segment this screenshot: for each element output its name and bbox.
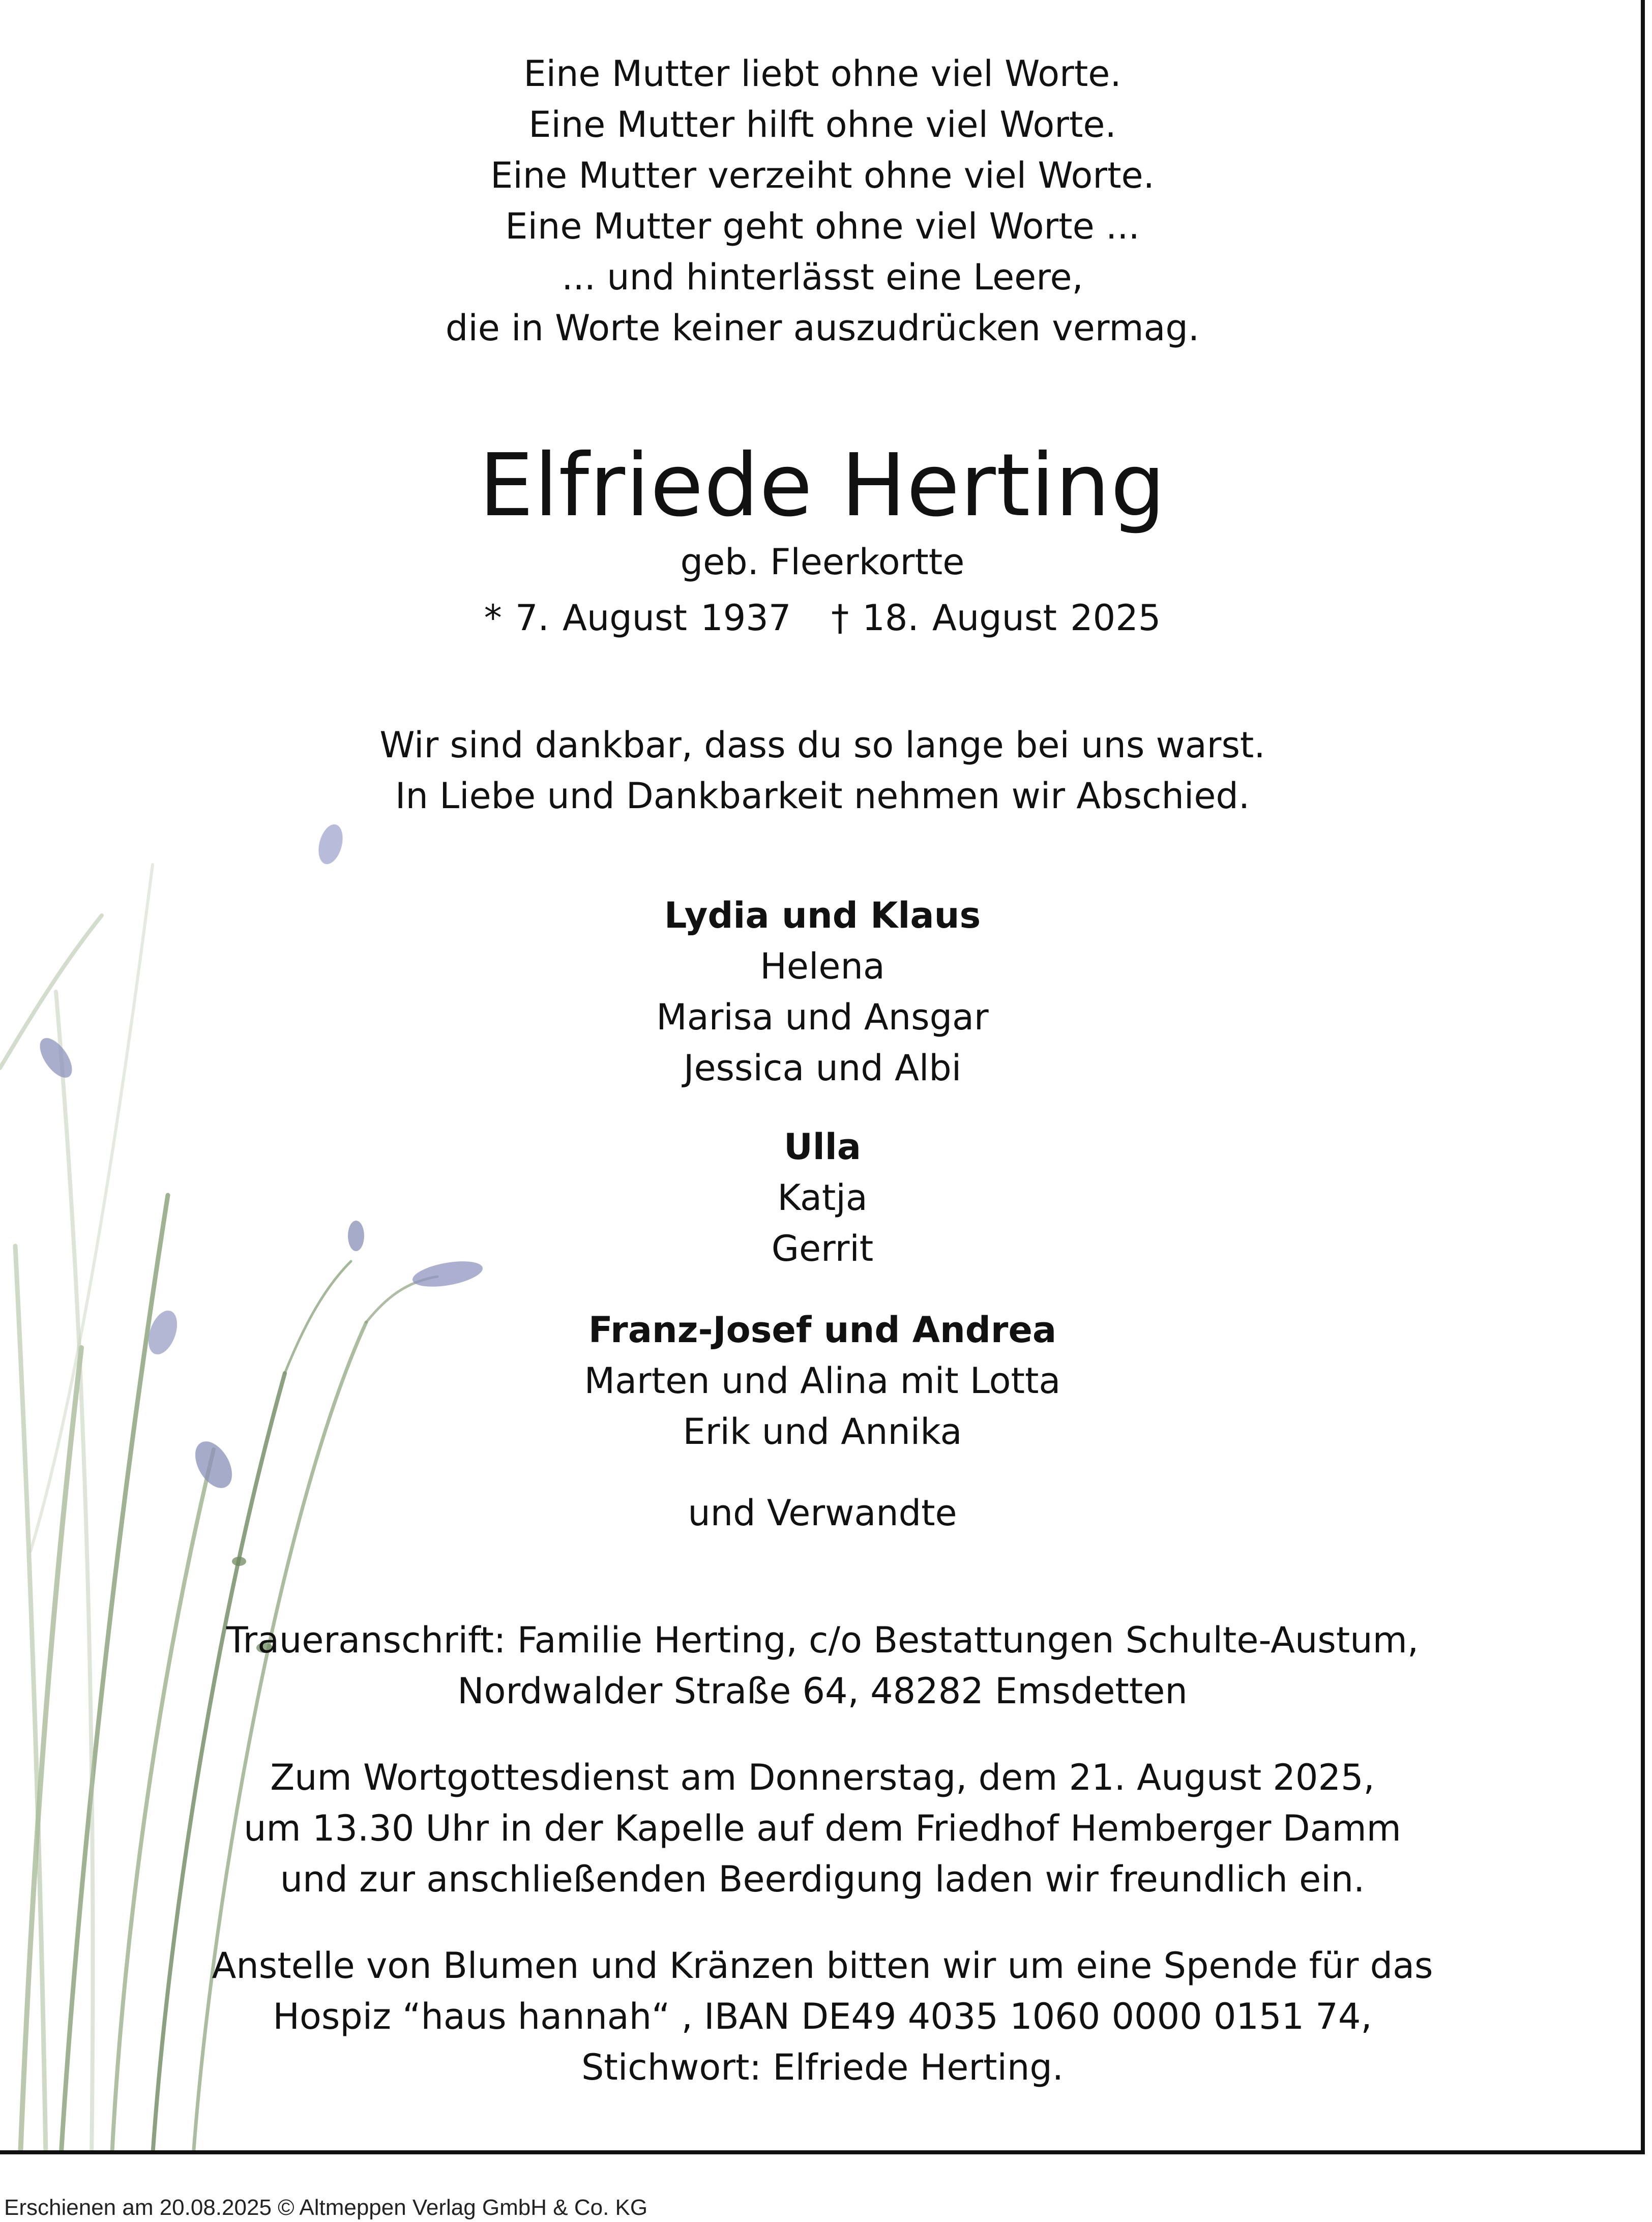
family-member: Gerrit xyxy=(771,1228,874,1269)
poem-line: Eine Mutter hilft ohne viel Worte. xyxy=(528,104,1116,145)
service-line: um 13.30 Uhr in der Kapelle auf dem Friedhof Hemberger Damm xyxy=(244,1808,1401,1849)
family-group xyxy=(0,1121,1645,1274)
life-dates: * 7. August 1937 † 18. August 2025 xyxy=(484,597,1161,639)
thanks-line: Wir sind dankbar, dass du so lange bei uns warst. xyxy=(379,724,1265,766)
poem-line: Eine Mutter verzeiht ohne viel Worte. xyxy=(490,155,1155,196)
poem-line: Eine Mutter geht ohne viel Worte ... xyxy=(505,205,1140,247)
poem-line: ... und hinterlässt eine Leere, xyxy=(562,256,1083,298)
service-line: und zur anschließenden Beerdigung laden wir freundlich ein. xyxy=(280,1858,1365,1900)
address-line: Traueranschrift: Familie Herting, c/o Bestattungen Schulte-Austum, xyxy=(226,1619,1419,1661)
family-member: Marisa und Ansgar xyxy=(656,996,989,1038)
poem-line: Eine Mutter liebt ohne viel Worte. xyxy=(523,53,1122,95)
service-line: Zum Wortgottesdienst am Donnerstag, dem 21. August 2025, xyxy=(270,1757,1375,1798)
family-head: Franz-Josef und Andrea xyxy=(588,1309,1057,1351)
family-member: Erik und Annika xyxy=(683,1411,962,1453)
donation-info xyxy=(0,1940,1645,2093)
deceased-name: Elfriede Herting xyxy=(479,435,1166,536)
family-head: Ulla xyxy=(783,1126,862,1168)
birth-name: geb. Fleerkortte xyxy=(680,541,965,583)
relatives-text: und Verwandte xyxy=(688,1492,957,1534)
donation-line: Stichwort: Elfriede Herting. xyxy=(581,2047,1064,2088)
mourning-address xyxy=(0,1615,1645,1716)
donation-line: Hospiz “haus hannah“ , IBAN DE49 4035 1060 0000 0151 74, xyxy=(273,1996,1372,2037)
family-group xyxy=(0,890,1645,1093)
service-info xyxy=(0,1752,1645,1905)
family-group xyxy=(0,1305,1645,1457)
family-member: Helena xyxy=(760,945,885,987)
publication-footer: Erschienen am 20.08.2025 © Altmeppen Verlag GmbH & Co. KG xyxy=(4,2195,648,2220)
thanks-text xyxy=(0,720,1645,821)
poem xyxy=(0,48,1645,353)
address-line: Nordwalder Straße 64, 48282 Emsdetten xyxy=(457,1670,1188,1712)
thanks-line: In Liebe und Dankbarkeit nehmen wir Abschied. xyxy=(395,775,1250,817)
family-head: Lydia und Klaus xyxy=(664,895,981,936)
donation-line: Anstelle von Blumen und Kränzen bitten wir um eine Spende für das xyxy=(212,1945,1433,1987)
poem-line: die in Worte keiner auszudrücken vermag. xyxy=(445,307,1200,349)
family-member: Katja xyxy=(777,1177,868,1219)
family-member: Jessica und Albi xyxy=(683,1047,962,1089)
family-member: Marten und Alina mit Lotta xyxy=(584,1360,1061,1402)
